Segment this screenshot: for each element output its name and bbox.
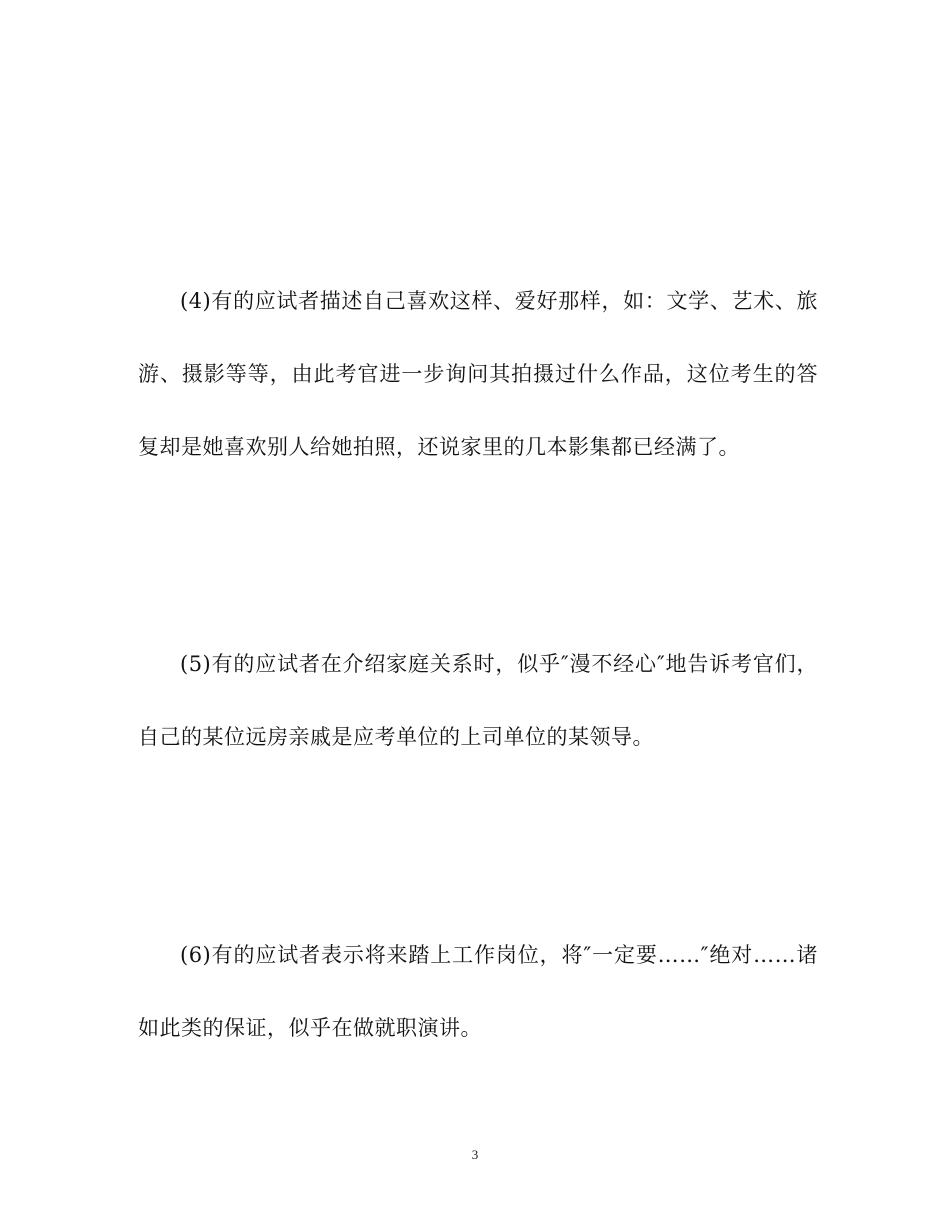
paragraph-5: (5)有的应试者在介绍家庭关系时，似乎″漫不经心″地告诉考官们，自己的某位远房亲戚是应考单位的上司单位的某领导。 [138,652,818,749]
paragraph-4: (4)有的应试者描述自己喜欢这样、爱好那样，如：文学、艺术、旅游、摄影等等，由此考官进一步询问其拍摄过什么作品，这位考生的答复却是她喜欢别人给她拍照，还说家里的几本影集都已经满了。 [138,289,818,459]
paragraph-6: (6)有的应试者表示将来踏上工作岗位，将″一定要……″绝对……诸如此类的保证，似乎在做就职演讲。 [138,943,818,1040]
page-number: 3 [471,1147,479,1162]
